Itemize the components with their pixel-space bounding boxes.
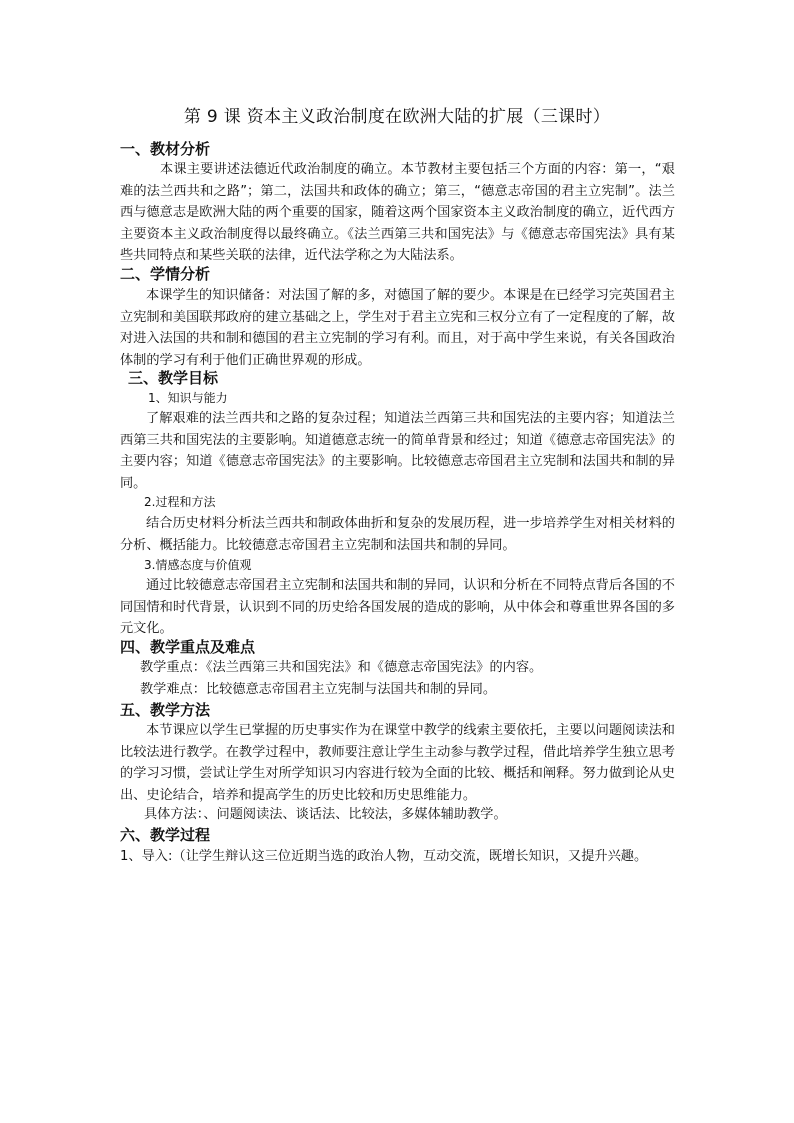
- lesson-title: 第 9 课 资本主义政治制度在欧洲大陆的扩展（三课时）: [183, 107, 611, 127]
- subheading-process-method: 2.过程和方法: [144, 495, 216, 509]
- subheading-knowledge-ability: 1、知识与能力: [148, 391, 228, 405]
- heading-learner-analysis: 二、学情分析: [120, 265, 211, 283]
- heading-key-difficult-points: 四、教学重点及难点: [120, 638, 256, 656]
- text-teaching-difficult-point: 教学难点：比较德意志帝国君主立宪制与法国共和制的异同。: [140, 682, 497, 697]
- paragraph-knowledge-ability: 了解艰难的法兰西共和之路的复杂过程；知道法兰西第三共和国宪法的主要内容；知道法兰西第三共和国宪法的主要影响。知道德意志统一的简单背景和经过；知道《德意志帝国宪法》的主要内容；知道《德意志帝国宪法》的主要影响。比较德意志帝国君主立宪制和法国共和制的异同。: [120, 411, 675, 491]
- heading-textbook-analysis: 一、教材分析: [120, 140, 211, 158]
- heading-teaching-methods: 五、教学方法: [120, 701, 211, 719]
- paragraph-process-method: 结合历史材料分析法兰西共和制政体曲折和复杂的发展历程，进一步培养学生对相关材料的分析、概括能力。比较德意志帝国君主立宪制和法国共和制的异同。: [120, 516, 675, 553]
- paragraph-learner-analysis: 本课学生的知识储备：对法国了解的多，对德国了解的要少。本课是在已经学习完英国君主立宪制和美国联邦政府的建立基础之上，学生对于君主立宪和三权分立有了一定程度的了解，故对进入法国的共和制和德国的君主立宪制的学习有利。而且，对于高中学生来说，有关各国政治体制的学习有利于他们正确世界观的形成。: [120, 288, 675, 368]
- paragraph-teaching-methods: 本节课应以学生已掌握的历史事实作为在课堂中教学的线索主要依托，主要以问题阅读法和比较法进行教学。在教学过程中，教师要注意让学生主动参与教学过程，借此培养学生独立思考的学习习惯，尝试让学生对所学知识习内容进行较为全面的比较、概括和阐释。努力做到论从史出、史论结合，培养和提高学生的历史比较和历史思维能力。: [120, 723, 675, 803]
- text-teaching-key-point: 教学重点：《法兰西第三共和国宪法》和《德意志帝国宪法》的内容。: [140, 660, 543, 675]
- paragraph-textbook-analysis: 本课主要讲述法德近代政治制度的确立。本节教材主要包括三个方面的内容：第一，“艰难的法兰西共和之路”；第二，法国共和政体的确立；第三，“德意志帝国的君主立宪制”。法兰西与德意志是欧洲大陆的两个重要的国家，随着这两个国家资本主义政治制度的确立，近代西方主要资本主义政治制度得以最终确立。《法兰西第三共和国宪法》与《德意志帝国宪法》具有某些共同特点和某些关联的法律，近代法学称之为大陆法系。: [120, 162, 675, 264]
- paragraph-introduction: 1、导入:（让学生辩认这三位近期当选的政治人物，互动交流，既增长知识，又提升兴趣。: [120, 849, 648, 864]
- subheading-emotion-values: 3.情感态度与价值观: [144, 558, 252, 572]
- text-specific-methods: 具体方法：、问题阅读法、谈话法、比较法，多媒体辅助教学。: [144, 807, 507, 822]
- heading-teaching-objectives: 三、教学目标: [128, 369, 219, 387]
- paragraph-emotion-values: 通过比较德意志帝国君主立宪制和法国共和制的异同，认识和分析在不同特点背后各国的不同国情和时代背景，认识到不同的历史给各国发展的造成的影响，从中体会和尊重世界各国的多元文化。: [120, 578, 675, 637]
- heading-teaching-process: 六、教学过程: [120, 826, 211, 844]
